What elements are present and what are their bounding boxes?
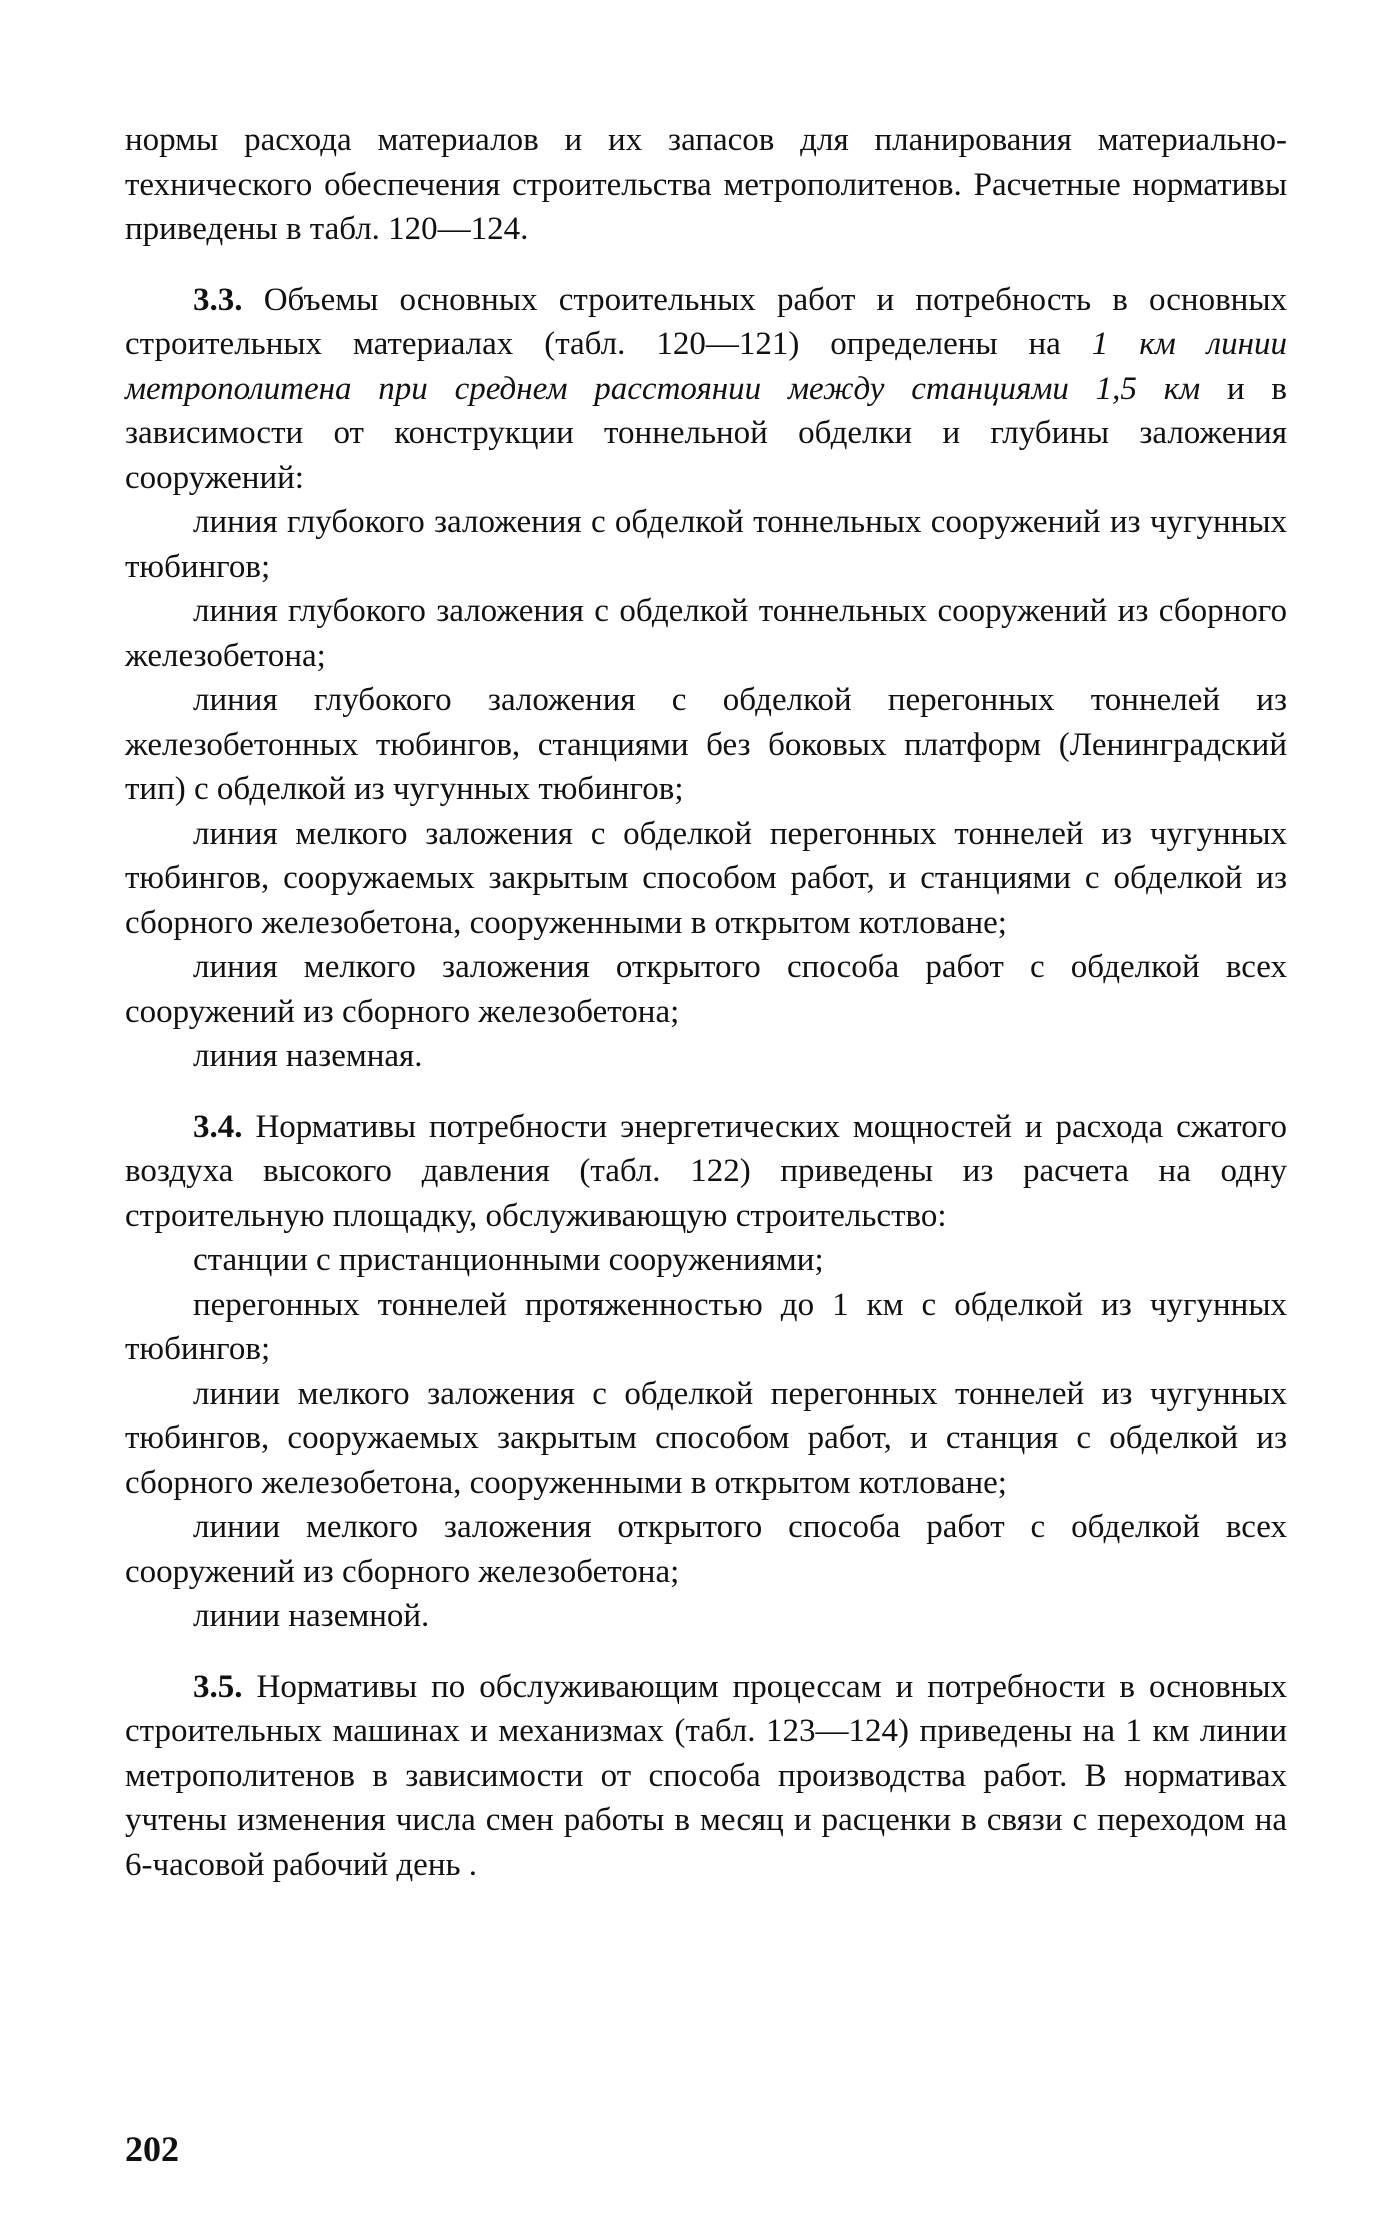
list-item: линия мелкого заложения открытого способа работ с обделкой всех сооружений из сборного железобетона; <box>125 949 1287 1030</box>
list-item: линии мелкого заложения с обделкой перегонных тоннелей из чугунных тюбингов, сооружаемых закрытым способом работ, и станция с обделкой из сборного железобетона, сооруженными в открытом котловане; <box>125 1375 1287 1501</box>
section-3-4-paragraph <box>125 1105 1287 1239</box>
list-item: линия глубокого заложения с обделкой тоннельных сооружений из сборного железобетона; <box>125 593 1287 674</box>
list-item: линия наземная. <box>193 1038 423 1074</box>
document-page <box>125 118 1287 1887</box>
section-number: 3.3. <box>193 281 243 318</box>
section-3-3-text-italic: 1 км линии метрополитена при среднем расстоянии между станциями 1,5 км <box>125 326 1287 407</box>
section-number: 3.4. <box>193 1108 243 1145</box>
section-3-3-text-a: Объемы основных строительных работ и потребность в основных строительных материалах (табл. 120—121) определены на <box>125 281 1288 362</box>
list-item: линия глубокого заложения с обделкой перегонных тоннелей из железобетонных тюбингов, станциями без боковых платформ (Ленинградский тип) с обделкой из чугунных тюбингов; <box>125 682 1287 807</box>
section-3-4-text: Нормативы потребности энергетических мощностей и расхода сжатого воздуха высокого давления (табл. 122) приведены из расчета на одну строительную площадку, обслуживающую строительство: <box>125 1108 1288 1234</box>
list-item: линия мелкого заложения с обделкой перегонных тоннелей из чугунных тюбингов, сооружаемых закрытым способом работ, и станциями с обделкой из сборного железобетона, сооруженными в открытом котловане; <box>125 815 1287 941</box>
list-item: станции с пристанционными сооружениями; <box>193 1242 824 1278</box>
section-3-5-paragraph <box>125 1665 1287 1888</box>
section-number: 3.5. <box>193 1668 243 1705</box>
section-3-3-text-c: и в зависимости от конструкции тоннельной обделки и глубины заложения сооружений: <box>125 370 1287 496</box>
section-3-5-text: Нормативы по обслуживающим процессам и потребности в основных строительных машинах и механизмах (табл. 123—124) приведены на 1 км линии метрополитенов в зависимости от способа производства работ. В нормативах учтены изменения числа смен работы в месяц и расценки в связи с переходом на 6-часовой рабочий день . <box>125 1668 1288 1883</box>
intro-paragraph: нормы расхода материалов и их запасов для планирования материально-технического обеспечения строительства метрополитенов. Расчетные нормативы приведены в табл. 120—124. <box>125 122 1287 247</box>
list-item: линии мелкого заложения открытого способа работ с обделкой всех сооружений из сборного железобетона; <box>125 1509 1287 1590</box>
list-item: линия глубокого заложения с обделкой тоннельных сооружений из чугунных тюбингов; <box>125 504 1287 585</box>
list-item: линии наземной. <box>193 1598 430 1634</box>
page-number: 202 <box>125 2129 179 2169</box>
list-item: перегонных тоннелей протяженностью до 1 км с обделкой из чугунных тюбингов; <box>125 1286 1287 1367</box>
section-3-3-paragraph <box>125 278 1287 501</box>
